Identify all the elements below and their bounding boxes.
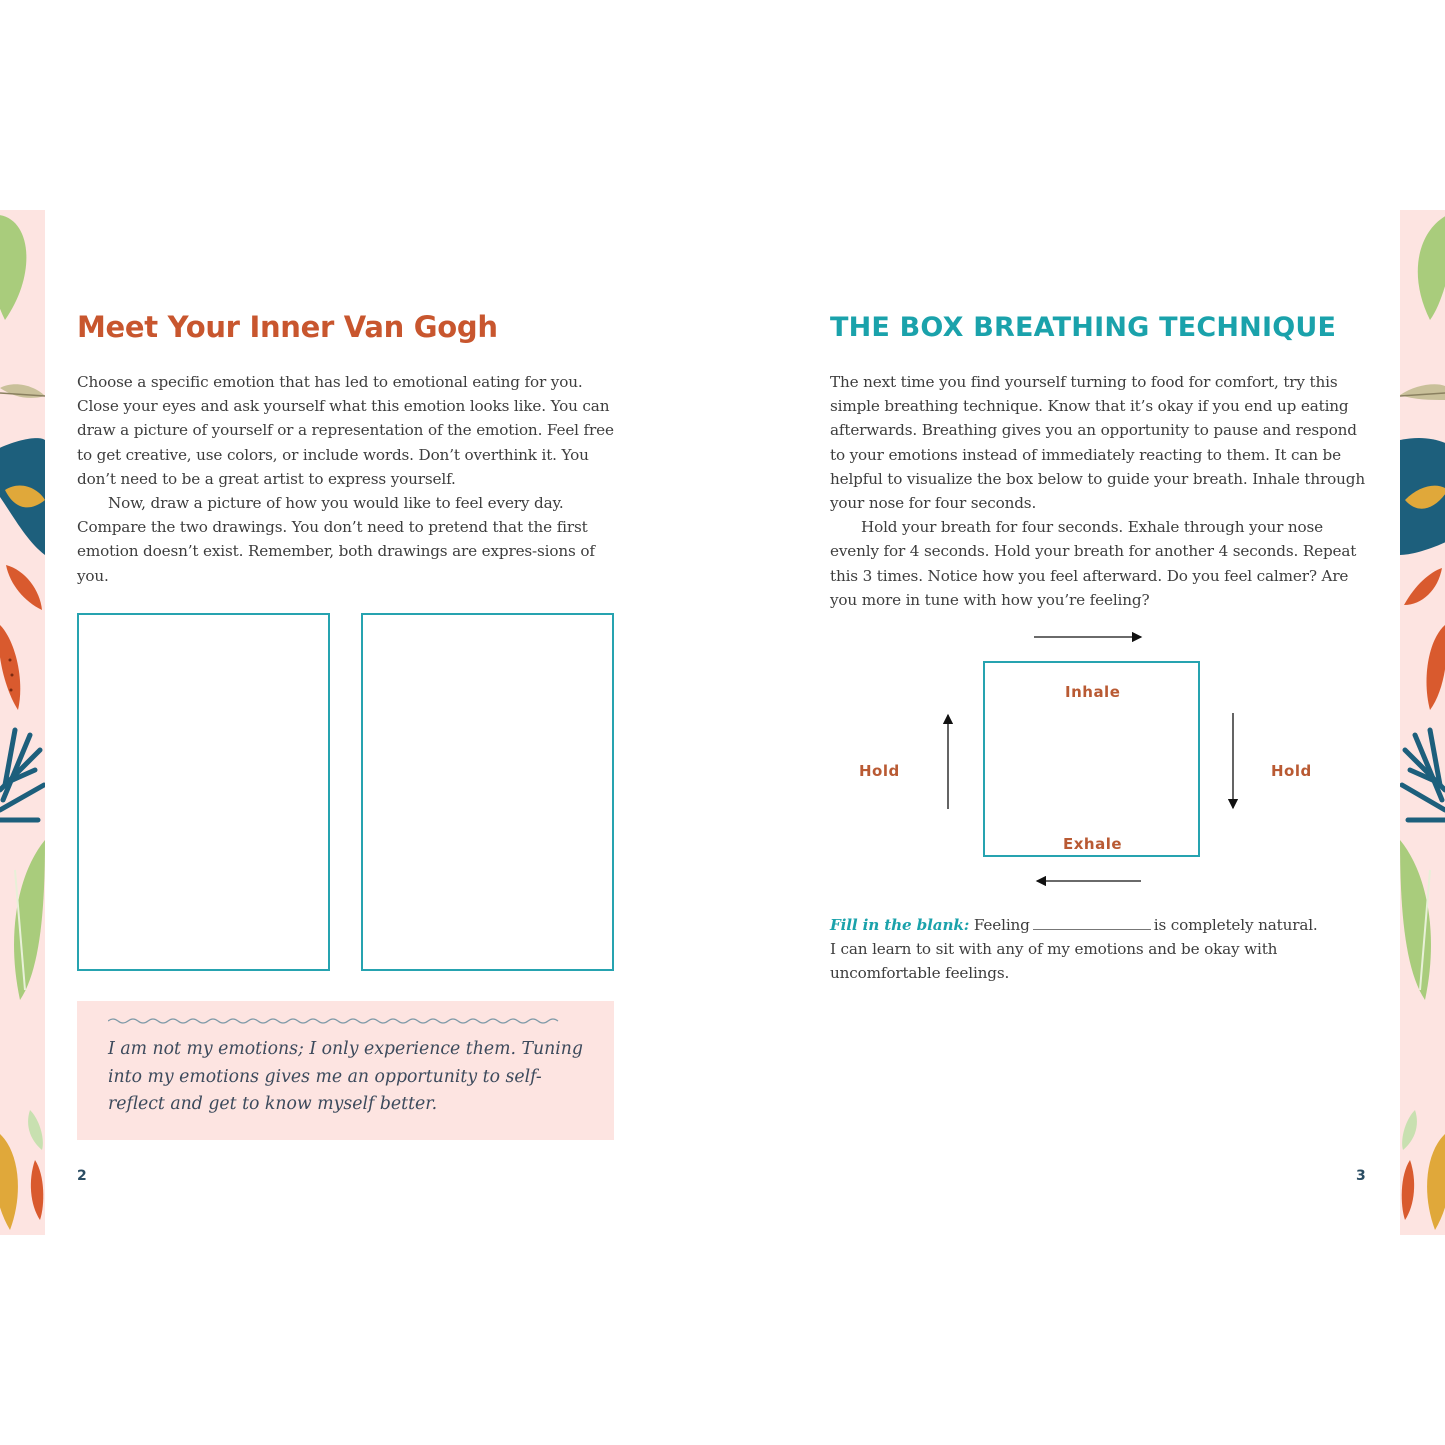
- page-title: THE BOX BREATHING TECHNIQUE: [830, 312, 1337, 343]
- fill-in-label: Fill in the blank:: [830, 916, 970, 934]
- left-decorative-border: [0, 210, 45, 1235]
- paragraph: Hold your breath for four seconds. Exhale through your nose evenly for 4 seconds. Hold your breath for another 4 seconds. Repeat this 3 times. Notice how you feel afterward. Do you feel calmer? Are you more in tune with how you’re feeling?: [830, 518, 1357, 609]
- drawing-box-first[interactable]: [77, 613, 330, 971]
- fill-in-prompt: [830, 913, 1365, 986]
- body-text: [830, 370, 1365, 612]
- affirmation-quote: I am not my emotions; I only experience them. Tuning into my emotions gives me an opportunity to self-reflect and get to know myself better.: [108, 1039, 583, 1114]
- label-hold-right: Hold: [1271, 762, 1312, 780]
- left-page: [77, 210, 614, 1235]
- label-inhale: Inhale: [1065, 683, 1121, 701]
- paragraph: The next time you find yourself turning to food for comfort, try this simple breathing technique. Know that it’s okay if you end up eating afterwards. Breathing gives you an opportunity to pause and respond to your emotions instead of immediately reacting to them. It can be helpful to visualize the box below to guide your breath. Inhale through your nose for four seconds.: [830, 373, 1365, 513]
- label-exhale: Exhale: [1063, 835, 1123, 853]
- paragraph: Choose a specific emotion that has led to emotional eating for you. Close your eyes and ask yourself what this emotion looks like. You can draw a picture of yourself or a representation of the emotion. Feel free to get creative, use colors, or include words. Don’t overthink it. You don’t need to be a great artist to express yourself.: [77, 373, 614, 488]
- fill-in-before: Feeling: [973, 916, 1030, 934]
- leaf-pattern-illustration: [1400, 210, 1445, 1235]
- fill-in-after: is completely natural.: [1153, 916, 1318, 934]
- leaf-pattern-illustration: [0, 210, 45, 1235]
- right-decorative-border: [1400, 210, 1445, 1235]
- right-page: [830, 210, 1365, 1235]
- page-title: Meet Your Inner Van Gogh: [77, 310, 498, 344]
- affirmation-quote-box: [77, 1001, 614, 1140]
- book-spread: [0, 210, 1445, 1235]
- body-text: [77, 370, 614, 588]
- drawing-box-second[interactable]: [361, 613, 614, 971]
- page-number: 3: [1356, 1168, 1366, 1184]
- fill-in-line-1: [830, 913, 1365, 937]
- fill-in-blank-field[interactable]: [1033, 929, 1151, 930]
- page-number: 2: [77, 1168, 87, 1184]
- box-breathing-diagram: [830, 625, 1365, 915]
- fill-in-line-2: I can learn to sit with any of my emotions and be okay with uncomfortable feelings.: [830, 940, 1278, 983]
- label-hold-left: Hold: [859, 762, 900, 780]
- wavy-divider: [108, 1017, 562, 1025]
- paragraph: Now, draw a picture of how you would like to feel every day. Compare the two drawings. You don’t need to pretend that the first emotion doesn’t exist. Remember, both drawings are expres-sions of you.: [77, 494, 595, 585]
